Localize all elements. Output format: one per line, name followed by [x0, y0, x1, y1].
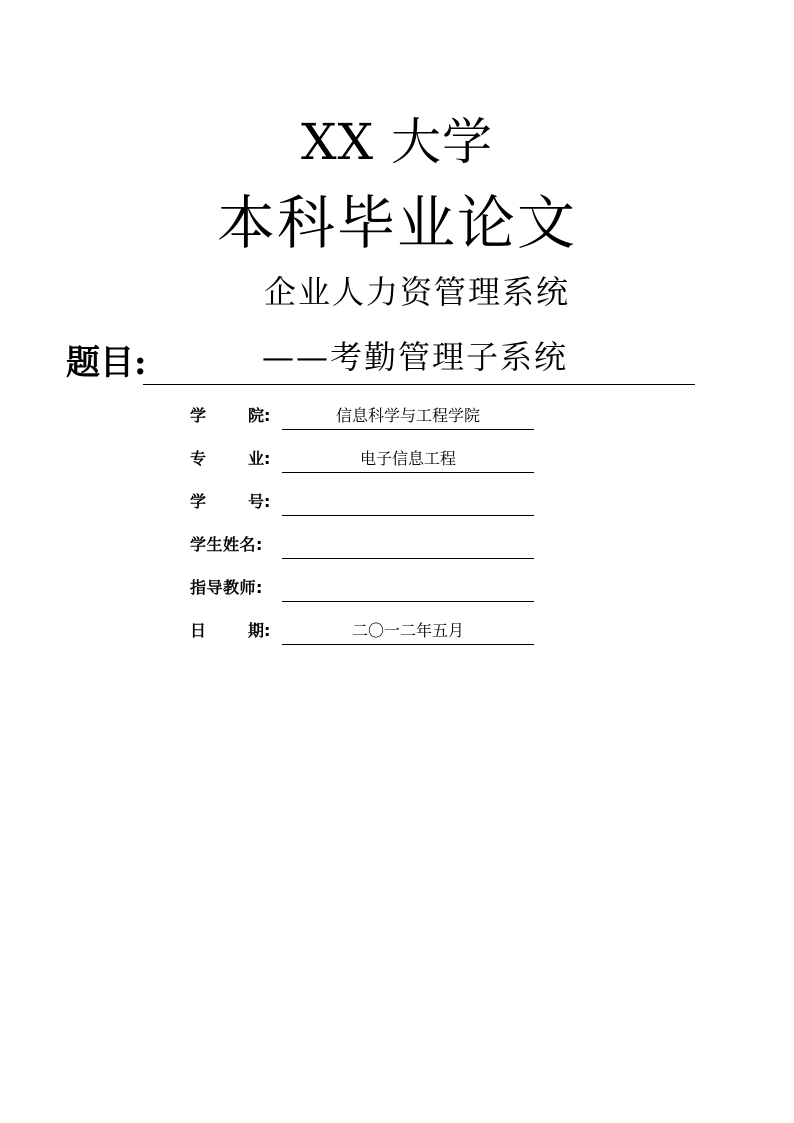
- major-label: 专 业:: [190, 449, 271, 468]
- info-row-college: [190, 404, 536, 432]
- date-value: 二〇一二年五月: [282, 619, 534, 645]
- info-row-student-name: [190, 533, 536, 561]
- thesis-title-line2: ——考勤管理子系统: [262, 338, 569, 376]
- info-row-advisor: [190, 576, 536, 604]
- thesis-type: 本科毕业论文: [216, 189, 577, 257]
- title-label: 题目:: [66, 343, 147, 383]
- advisor-value: [282, 576, 534, 602]
- info-row-major: [190, 447, 536, 475]
- title-underline: [143, 384, 695, 385]
- date-label: 日 期:: [190, 621, 271, 640]
- student-id-label: 学 号:: [190, 492, 271, 511]
- info-row-student-id: [190, 490, 536, 518]
- college-value: 信息科学与工程学院: [282, 404, 534, 430]
- student-name-label: 学生姓名:: [190, 535, 263, 554]
- info-row-date: [190, 619, 536, 647]
- advisor-label: 指导教师:: [190, 578, 263, 597]
- university-name: XX 大学: [300, 113, 494, 171]
- college-label: 学 院:: [190, 406, 271, 425]
- major-value: 电子信息工程: [282, 447, 534, 473]
- student-name-value: [282, 533, 534, 559]
- thesis-title-line1: 企业人力资管理系统: [264, 273, 571, 311]
- student-id-value: [282, 490, 534, 516]
